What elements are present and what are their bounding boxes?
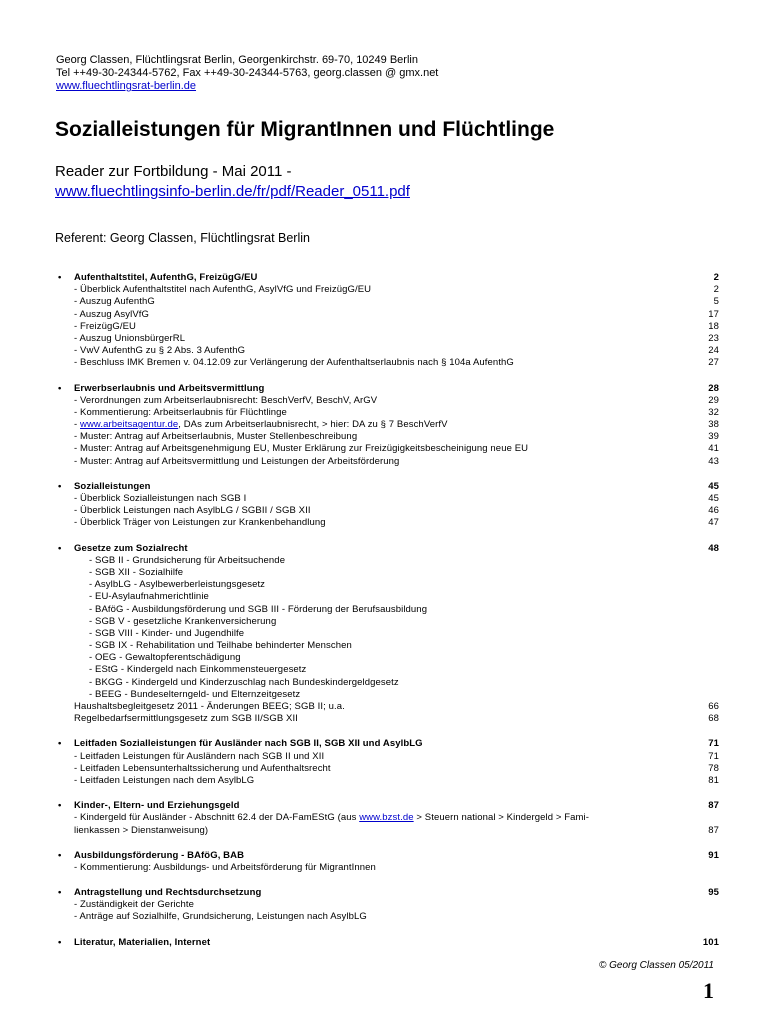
toc-item-text: - BAföG - Ausbildungsförderung und SGB III - Förderung der Berufsausbildung bbox=[89, 603, 428, 615]
toc-section-title: Gesetze zum Sozialrecht bbox=[74, 542, 188, 554]
toc-item bbox=[0, 456, 770, 468]
toc-item-page: 81 bbox=[708, 774, 719, 786]
toc-item-text: - Anträge auf Sozialhilfe, Grundsicherung, Leistungen nach AsylbLG bbox=[74, 911, 367, 923]
toc-item-text: - Überblick Sozialleistungen nach SGB I bbox=[74, 493, 247, 504]
toc-item-page: 27 bbox=[708, 357, 719, 369]
toc-section-page: 91 bbox=[708, 849, 719, 861]
toc-item bbox=[0, 407, 770, 419]
toc-item bbox=[0, 713, 770, 725]
toc-section-title: Antragstellung und Rechtsdurchsetzung bbox=[74, 887, 262, 899]
toc-item-text: - Kommentierung: Ausbildungs- und Arbeitsförderung für MigrantInnen bbox=[74, 861, 376, 873]
toc-item bbox=[0, 652, 770, 664]
bullet-icon: • bbox=[58, 480, 62, 492]
toc-item-text: - BKGG - Kindergeld und Kinderzuschlag nach Bundeskindergeldgesetz bbox=[89, 676, 399, 688]
toc-item-page: 41 bbox=[708, 443, 719, 455]
toc-section-title: Kinder-, Eltern- und Erziehungsgeld bbox=[74, 800, 240, 812]
toc-section-page: 48 bbox=[708, 542, 719, 554]
reader-pdf-link[interactable]: www.fluechtlingsinfo-berlin.de/fr/pdf/Reader_0511.pdf bbox=[55, 183, 410, 200]
toc-section-title: Sozialleistungen bbox=[74, 480, 151, 492]
toc-item-text: - Überblick Aufenthaltstitel nach AufenthG, AsylVfG und FreizügG/EU bbox=[74, 284, 372, 296]
toc-item-page: 45 bbox=[708, 493, 719, 504]
toc-item bbox=[0, 296, 770, 308]
toc-item-text: - Überblick Leistungen nach AsylbLG / SGBII / SGB XII bbox=[74, 505, 311, 517]
toc-section-heading bbox=[0, 937, 770, 949]
toc-item-text: - VwV AufenthG zu § 2 Abs. 3 AufenthG bbox=[74, 345, 246, 357]
toc-item-page: 17 bbox=[708, 308, 719, 320]
toc-item-text bbox=[74, 419, 448, 431]
toc-item bbox=[0, 604, 770, 616]
toc-item bbox=[0, 357, 770, 369]
toc-item-text: - Auszug UnionsbürgerRL bbox=[74, 332, 186, 344]
toc-section-page: 87 bbox=[708, 800, 719, 812]
bullet-icon: • bbox=[58, 800, 62, 812]
toc-item bbox=[0, 345, 770, 357]
toc-section-title: Erwerbserlaubnis und Arbeitsvermittlung bbox=[74, 382, 265, 394]
toc-item-page: 38 bbox=[708, 419, 719, 431]
copyright-note: © Georg Classen 05/2011 bbox=[598, 960, 714, 971]
toc-item bbox=[0, 862, 770, 874]
toc-item-page: 39 bbox=[708, 431, 719, 443]
toc-item-text: - Überblick Träger von Leistungen zur Krankenbehandlung bbox=[74, 517, 326, 529]
toc-item bbox=[0, 701, 770, 713]
toc-item-page: 46 bbox=[708, 505, 719, 517]
toc-item-text: - Muster: Antrag auf Arbeitsgenehmigung EU, Muster Erklärung zur Freizügigkeitsbescheinigung neue EU bbox=[74, 443, 529, 455]
toc-section-heading bbox=[0, 383, 770, 395]
toc-item-page: 32 bbox=[708, 406, 719, 418]
toc-item-page: 29 bbox=[708, 394, 719, 406]
toc-section-title: Leitfaden Sozialleistungen für Ausländer nach SGB II, SGB XII und AsylbLG bbox=[74, 738, 423, 750]
toc-section bbox=[0, 887, 770, 924]
toc-section bbox=[0, 481, 770, 530]
toc-section-page: 95 bbox=[708, 887, 719, 899]
toc-item bbox=[0, 493, 770, 505]
toc-item-prefix: - bbox=[74, 419, 81, 431]
bullet-icon: • bbox=[58, 849, 62, 861]
toc-section-page: 2 bbox=[713, 272, 719, 283]
toc-item-text: - AsylbLG - Asylbewerberleistungsgesetz bbox=[89, 579, 266, 591]
toc-item bbox=[0, 689, 770, 701]
toc-item-page: 68 bbox=[708, 713, 719, 725]
toc-item bbox=[0, 640, 770, 652]
toc-section-page: 101 bbox=[702, 936, 719, 948]
toc-item-text: - OEG - Gewaltopferentschädigung bbox=[89, 652, 241, 664]
toc-section-page: 45 bbox=[708, 480, 719, 492]
toc-item-page: 5 bbox=[713, 296, 719, 308]
referent-line: Referent: Georg Classen, Flüchtlingsrat Berlin bbox=[55, 231, 310, 245]
toc-item bbox=[0, 517, 770, 529]
toc-item-text: - Auszug AufenthG bbox=[74, 296, 155, 308]
toc-item-page: 23 bbox=[708, 332, 719, 344]
toc-item-text: lienkassen > Dienstanweisung) bbox=[74, 824, 209, 836]
toc-section bbox=[0, 800, 770, 837]
header-website-link[interactable]: www.fluechtlingsrat-berlin.de bbox=[56, 80, 197, 92]
toc-item-page: 18 bbox=[708, 320, 719, 332]
toc-section bbox=[0, 850, 770, 874]
toc-item bbox=[0, 395, 770, 407]
author-address: Georg Classen, Flüchtlingsrat Berlin, Georgenkirchstr. 69-70, 10249 Berlin bbox=[56, 54, 418, 66]
toc-section bbox=[0, 272, 770, 370]
toc-section-heading bbox=[0, 481, 770, 493]
toc-item-text: Haushaltsbegleitgesetz 2011 - Änderungen BEEG; SGB II; u.a. bbox=[74, 701, 345, 712]
toc-section-heading bbox=[0, 850, 770, 862]
toc-section-heading bbox=[0, 272, 770, 284]
toc-item-page: 71 bbox=[708, 750, 719, 762]
toc-section-page: 28 bbox=[708, 382, 719, 394]
bullet-icon: • bbox=[58, 887, 62, 899]
toc-item bbox=[0, 567, 770, 579]
document-title: Sozialleistungen für MigrantInnen und Flüchtlinge bbox=[55, 118, 555, 141]
page-number: 1 bbox=[703, 978, 714, 1003]
toc-section bbox=[0, 937, 770, 949]
toc-item-page: 78 bbox=[708, 762, 719, 774]
bullet-icon: • bbox=[58, 936, 62, 948]
document-subtitle: Reader zur Fortbildung - Mai 2011 - bbox=[55, 163, 292, 180]
toc-item bbox=[0, 579, 770, 591]
bullet-icon: • bbox=[58, 738, 62, 750]
toc-item-text: - Muster: Antrag auf Arbeitserlaubnis, Muster Stellenbeschreibung bbox=[74, 431, 358, 443]
toc-item bbox=[0, 664, 770, 676]
bullet-icon: • bbox=[58, 542, 62, 554]
toc-item-page: 24 bbox=[708, 345, 719, 357]
toc-section-heading bbox=[0, 543, 770, 555]
toc-section-heading bbox=[0, 800, 770, 812]
toc-item bbox=[0, 825, 770, 837]
toc-item-page: 47 bbox=[708, 517, 719, 529]
toc-item bbox=[0, 899, 770, 911]
toc-section-heading bbox=[0, 738, 770, 750]
toc-item-text: - Muster: Antrag auf Arbeitsvermittlung und Leistungen der Arbeitsförderung bbox=[74, 455, 400, 467]
toc-item-page: 2 bbox=[713, 284, 719, 296]
toc-item-text: - Zuständigkeit der Gerichte bbox=[74, 899, 195, 911]
toc-item bbox=[0, 505, 770, 517]
toc-item-link[interactable]: www.arbeitsagentur.de bbox=[80, 419, 179, 431]
toc-item-text: - SGB II - Grundsicherung für Arbeitsuchende bbox=[89, 554, 286, 566]
toc-section-heading bbox=[0, 887, 770, 899]
toc-item-page: 66 bbox=[708, 701, 719, 712]
toc-item bbox=[0, 321, 770, 333]
toc-item-prefix: - Kindergeld für Ausländer - Abschnitt 62.4 der DA-FamEStG (aus bbox=[74, 812, 360, 824]
toc-item bbox=[0, 555, 770, 567]
toc-item-text: - FreizügG/EU bbox=[74, 320, 137, 332]
toc-item bbox=[0, 751, 770, 763]
toc-section bbox=[0, 383, 770, 468]
toc-item bbox=[0, 431, 770, 443]
toc-section-title: Ausbildungsförderung - BAföG, BAB bbox=[74, 849, 245, 861]
toc-item bbox=[0, 616, 770, 628]
toc-item-text: - SGB VIII - Kinder- und Jugendhilfe bbox=[89, 627, 245, 639]
toc-item bbox=[0, 443, 770, 455]
toc-item-page: 43 bbox=[708, 455, 719, 467]
toc-item-text: - EU-Asylaufnahmerichtlinie bbox=[89, 591, 209, 603]
toc-item bbox=[0, 911, 770, 923]
toc-item-text: - Leitfaden Leistungen für Ausländern nach SGB II und XII bbox=[74, 750, 325, 762]
toc-item bbox=[0, 763, 770, 775]
toc-item bbox=[0, 775, 770, 787]
toc-item-link[interactable]: www.bzst.de bbox=[359, 812, 414, 824]
bullet-icon: • bbox=[58, 382, 62, 394]
toc-item-text: - Leitfaden Lebensunterhaltssicherung und Aufenthaltsrecht bbox=[74, 762, 331, 774]
toc-item-text: - SGB XII - Sozialhilfe bbox=[89, 566, 184, 578]
toc-item bbox=[0, 628, 770, 640]
toc-item-suffix: , DAs zum Arbeitserlaubnisrecht, > hier: DA zu § 7 BeschVerfV bbox=[178, 419, 448, 431]
toc-item-text: - Verordnungen zum Arbeitserlaubnisrecht: BeschVerfV, BeschV, ArGV bbox=[74, 394, 378, 406]
toc-item-text: - SGB V - gesetzliche Krankenversicherung bbox=[89, 615, 277, 627]
author-contact: Tel ++49-30-24344-5762, Fax ++49-30-24344-5763, georg.classen @ gmx.net bbox=[56, 67, 439, 79]
toc-item-text: - EStG - Kindergeld nach Einkommensteuergesetz bbox=[89, 664, 307, 676]
toc-item bbox=[0, 284, 770, 296]
toc-section-title: Aufenthaltstitel, AufenthG, FreizügG/EU bbox=[74, 272, 258, 283]
toc-item bbox=[0, 677, 770, 689]
bullet-icon: • bbox=[58, 272, 62, 283]
toc-item-suffix: > Steuern national > Kindergeld > Fami- bbox=[413, 812, 590, 824]
toc-item bbox=[0, 309, 770, 321]
table-of-contents bbox=[0, 272, 770, 962]
toc-item-text: - SGB IX - Rehabilitation und Teilhabe behinderter Menschen bbox=[89, 640, 352, 652]
toc-section bbox=[0, 543, 770, 726]
toc-item bbox=[0, 812, 770, 824]
toc-section-page: 71 bbox=[708, 738, 719, 750]
toc-section-title: Literatur, Materialien, Internet bbox=[74, 936, 211, 948]
toc-item-page: 87 bbox=[708, 824, 719, 836]
toc-item-text: Regelbedarfsermittlungsgesetz zum SGB II/SGB XII bbox=[74, 713, 298, 725]
toc-item-text: - Leitfaden Leistungen nach dem AsylbLG bbox=[74, 774, 255, 786]
toc-section bbox=[0, 738, 770, 787]
toc-item bbox=[0, 419, 770, 431]
toc-item-text bbox=[74, 812, 589, 824]
toc-item bbox=[0, 591, 770, 603]
toc-item-text: - Auszug AsylVfG bbox=[74, 308, 149, 320]
toc-item bbox=[0, 333, 770, 345]
toc-item-text: - Beschluss IMK Bremen v. 04.12.09 zur Verlängerung der Aufenthaltserlaubnis nach § 104a AufenthG bbox=[74, 357, 514, 369]
toc-item-text: - BEEG - Bundeselterngeld- und Elternzeitgesetz bbox=[89, 688, 301, 700]
toc-item-text: - Kommentierung: Arbeitserlaubnis für Flüchtlinge bbox=[74, 406, 287, 418]
